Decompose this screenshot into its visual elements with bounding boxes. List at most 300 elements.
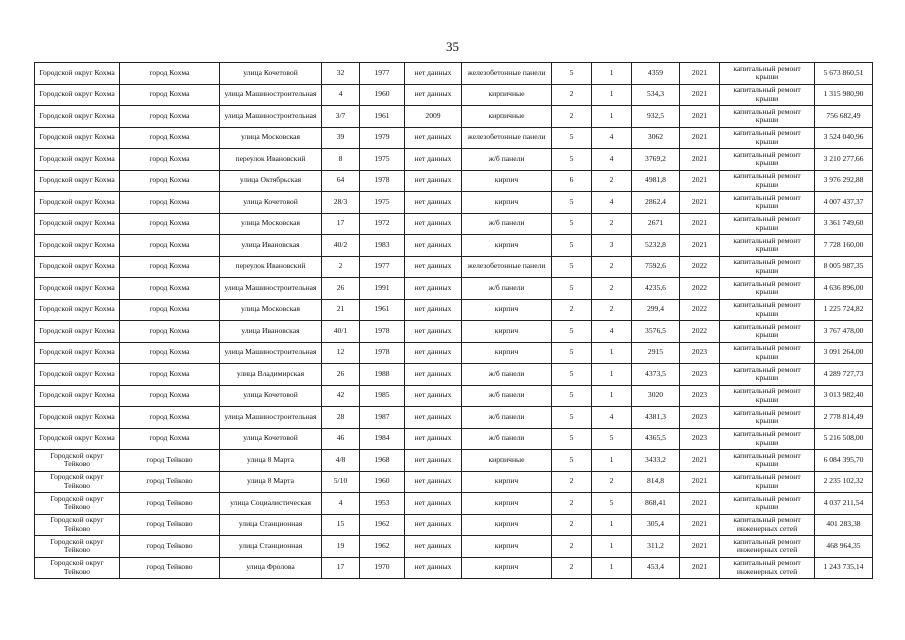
area-cell: 534,3: [632, 84, 680, 106]
cost-cell: 3 361 749,60: [815, 213, 873, 235]
construction-year-cell: 1970: [360, 557, 405, 579]
work-type-cell: капитальный ремонт крыши: [720, 63, 815, 85]
wall-material-cell: ж/б панели: [462, 407, 552, 429]
last-repair-year-cell: нет данных: [405, 213, 462, 235]
house-number-cell: 19: [322, 536, 360, 558]
cost-cell: 1 225 724,82: [815, 299, 873, 321]
entrances-cell: 1: [592, 514, 632, 536]
last-repair-year-cell: 2009: [405, 106, 462, 128]
area-cell: 2862,4: [632, 192, 680, 214]
street-cell: улица Социалистическая: [220, 493, 322, 515]
district-cell: Городской округ Кохма: [35, 407, 120, 429]
table-row: [35, 342, 873, 364]
street-cell: улица Московская: [220, 299, 322, 321]
area-cell: 3769,2: [632, 149, 680, 171]
area-cell: 4359: [632, 63, 680, 85]
house-number-cell: 40/1: [322, 321, 360, 343]
construction-year-cell: 1987: [360, 407, 405, 429]
last-repair-year-cell: нет данных: [405, 450, 462, 472]
table-row: [35, 106, 873, 128]
area-cell: 4373,5: [632, 364, 680, 386]
work-type-cell: капитальный ремонт крыши: [720, 299, 815, 321]
entrances-cell: 4: [592, 407, 632, 429]
cost-cell: 5 216 508,00: [815, 428, 873, 450]
cost-cell: 4 636 896,00: [815, 278, 873, 300]
city-cell: город Тейково: [120, 493, 220, 515]
district-cell: Городской округ Тейково: [35, 450, 120, 472]
construction-year-cell: 1978: [360, 170, 405, 192]
work-type-cell: капитальный ремонт крыши: [720, 385, 815, 407]
street-cell: улица Кочетовой: [220, 192, 322, 214]
work-type-cell: капитальный ремонт крыши: [720, 428, 815, 450]
last-repair-year-cell: нет данных: [405, 63, 462, 85]
area-cell: 2671: [632, 213, 680, 235]
city-cell: город Тейково: [120, 471, 220, 493]
street-cell: улица Машиностроительная: [220, 407, 322, 429]
district-cell: Городской округ Тейково: [35, 493, 120, 515]
cost-cell: 6 084 395,70: [815, 450, 873, 472]
entrances-cell: 1: [592, 342, 632, 364]
wall-material-cell: кирпич: [462, 536, 552, 558]
city-cell: город Кохма: [120, 235, 220, 257]
floors-cell: 2: [552, 514, 592, 536]
construction-year-cell: 1988: [360, 364, 405, 386]
last-repair-year-cell: нет данных: [405, 278, 462, 300]
area-cell: 5232,8: [632, 235, 680, 257]
wall-material-cell: кирпич: [462, 192, 552, 214]
last-repair-year-cell: нет данных: [405, 514, 462, 536]
planned-year-cell: 2023: [680, 428, 720, 450]
area-cell: 3062: [632, 127, 680, 149]
cost-cell: 5 673 860,51: [815, 63, 873, 85]
entrances-cell: 1: [592, 557, 632, 579]
district-cell: Городской округ Тейково: [35, 557, 120, 579]
entrances-cell: 1: [592, 450, 632, 472]
last-repair-year-cell: нет данных: [405, 557, 462, 579]
last-repair-year-cell: нет данных: [405, 299, 462, 321]
area-cell: 4365,5: [632, 428, 680, 450]
last-repair-year-cell: нет данных: [405, 407, 462, 429]
work-type-cell: капитальный ремонт крыши: [720, 321, 815, 343]
work-type-cell: капитальный ремонт инженерных сетей: [720, 514, 815, 536]
work-type-cell: капитальный ремонт инженерных сетей: [720, 536, 815, 558]
planned-year-cell: 2021: [680, 557, 720, 579]
planned-year-cell: 2022: [680, 321, 720, 343]
floors-cell: 5: [552, 407, 592, 429]
wall-material-cell: ж/б панели: [462, 428, 552, 450]
house-number-cell: 46: [322, 428, 360, 450]
work-type-cell: капитальный ремонт крыши: [720, 127, 815, 149]
planned-year-cell: 2021: [680, 471, 720, 493]
street-cell: улица Станционная: [220, 536, 322, 558]
entrances-cell: 4: [592, 149, 632, 171]
floors-cell: 5: [552, 192, 592, 214]
area-cell: 3020: [632, 385, 680, 407]
planned-year-cell: 2023: [680, 342, 720, 364]
area-cell: 814,8: [632, 471, 680, 493]
cost-cell: 3 767 478,00: [815, 321, 873, 343]
house-number-cell: 5/10: [322, 471, 360, 493]
table-row: [35, 514, 873, 536]
entrances-cell: 1: [592, 385, 632, 407]
work-type-cell: капитальный ремонт крыши: [720, 493, 815, 515]
area-cell: 299,4: [632, 299, 680, 321]
work-type-cell: капитальный ремонт крыши: [720, 278, 815, 300]
wall-material-cell: ж/б панели: [462, 278, 552, 300]
planned-year-cell: 2023: [680, 385, 720, 407]
entrances-cell: 4: [592, 127, 632, 149]
street-cell: улица Машиностроительная: [220, 278, 322, 300]
city-cell: город Кохма: [120, 364, 220, 386]
last-repair-year-cell: нет данных: [405, 342, 462, 364]
house-number-cell: 12: [322, 342, 360, 364]
floors-cell: 2: [552, 106, 592, 128]
house-number-cell: 42: [322, 385, 360, 407]
street-cell: улица Станционная: [220, 514, 322, 536]
last-repair-year-cell: нет данных: [405, 256, 462, 278]
construction-year-cell: 1978: [360, 342, 405, 364]
last-repair-year-cell: нет данных: [405, 471, 462, 493]
construction-year-cell: 1960: [360, 84, 405, 106]
entrances-cell: 4: [592, 321, 632, 343]
city-cell: город Кохма: [120, 428, 220, 450]
house-number-cell: 4: [322, 84, 360, 106]
district-cell: Городской округ Тейково: [35, 536, 120, 558]
city-cell: город Кохма: [120, 342, 220, 364]
floors-cell: 5: [552, 428, 592, 450]
table-row: [35, 364, 873, 386]
cost-cell: 4 037 211,54: [815, 493, 873, 515]
house-number-cell: 28: [322, 407, 360, 429]
floors-cell: 2: [552, 493, 592, 515]
last-repair-year-cell: нет данных: [405, 192, 462, 214]
construction-year-cell: 1977: [360, 256, 405, 278]
cost-cell: 1 243 735,14: [815, 557, 873, 579]
entrances-cell: 3: [592, 235, 632, 257]
cost-cell: 3 091 264,00: [815, 342, 873, 364]
work-type-cell: капитальный ремонт крыши: [720, 450, 815, 472]
floors-cell: 5: [552, 149, 592, 171]
floors-cell: 5: [552, 321, 592, 343]
wall-material-cell: кирпичные: [462, 84, 552, 106]
wall-material-cell: кирпич: [462, 321, 552, 343]
house-number-cell: 28/3: [322, 192, 360, 214]
floors-cell: 2: [552, 557, 592, 579]
construction-year-cell: 1962: [360, 514, 405, 536]
city-cell: город Кохма: [120, 127, 220, 149]
city-cell: город Кохма: [120, 213, 220, 235]
area-cell: 305,4: [632, 514, 680, 536]
district-cell: Городской округ Кохма: [35, 299, 120, 321]
entrances-cell: 2: [592, 471, 632, 493]
table-row: [35, 450, 873, 472]
house-number-cell: 32: [322, 63, 360, 85]
wall-material-cell: железобетонные панели: [462, 63, 552, 85]
table-row: [35, 557, 873, 579]
area-cell: 2915: [632, 342, 680, 364]
table-row: [35, 385, 873, 407]
entrances-cell: 2: [592, 256, 632, 278]
district-cell: Городской округ Кохма: [35, 321, 120, 343]
entrances-cell: 1: [592, 106, 632, 128]
area-cell: 4235,6: [632, 278, 680, 300]
cost-cell: 401 283,38: [815, 514, 873, 536]
wall-material-cell: кирпич: [462, 471, 552, 493]
work-type-cell: капитальный ремонт крыши: [720, 149, 815, 171]
work-type-cell: капитальный ремонт инженерных сетей: [720, 557, 815, 579]
house-number-cell: 26: [322, 278, 360, 300]
floors-cell: 2: [552, 471, 592, 493]
house-number-cell: 4/8: [322, 450, 360, 472]
cost-cell: 756 682,49: [815, 106, 873, 128]
table-row: [35, 192, 873, 214]
construction-year-cell: 1961: [360, 299, 405, 321]
district-cell: Городской округ Тейково: [35, 471, 120, 493]
floors-cell: 5: [552, 127, 592, 149]
table-row: [35, 127, 873, 149]
floors-cell: 5: [552, 235, 592, 257]
work-type-cell: капитальный ремонт крыши: [720, 106, 815, 128]
floors-cell: 2: [552, 84, 592, 106]
wall-material-cell: железобетонные панели: [462, 127, 552, 149]
district-cell: Городской округ Кохма: [35, 106, 120, 128]
construction-year-cell: 1962: [360, 536, 405, 558]
table-row: [35, 235, 873, 257]
cost-cell: 3 976 292,88: [815, 170, 873, 192]
last-repair-year-cell: нет данных: [405, 321, 462, 343]
table-row: [35, 321, 873, 343]
table-row: [35, 170, 873, 192]
cost-cell: 4 007 437,37: [815, 192, 873, 214]
cost-cell: 8 005 987,35: [815, 256, 873, 278]
floors-cell: 5: [552, 278, 592, 300]
house-number-cell: 15: [322, 514, 360, 536]
construction-year-cell: 1960: [360, 471, 405, 493]
city-cell: город Кохма: [120, 63, 220, 85]
planned-year-cell: 2023: [680, 364, 720, 386]
wall-material-cell: кирпич: [462, 342, 552, 364]
street-cell: улица 8 Марта: [220, 450, 322, 472]
floors-cell: 5: [552, 385, 592, 407]
work-type-cell: капитальный ремонт крыши: [720, 192, 815, 214]
planned-year-cell: 2023: [680, 407, 720, 429]
house-number-cell: 4: [322, 493, 360, 515]
area-cell: 3433,2: [632, 450, 680, 472]
housing-registry-table: [34, 62, 873, 579]
wall-material-cell: кирпич: [462, 514, 552, 536]
wall-material-cell: кирпич: [462, 170, 552, 192]
entrances-cell: 1: [592, 536, 632, 558]
house-number-cell: 17: [322, 557, 360, 579]
planned-year-cell: 2022: [680, 256, 720, 278]
floors-cell: 5: [552, 342, 592, 364]
house-number-cell: 8: [322, 149, 360, 171]
area-cell: 311,2: [632, 536, 680, 558]
table-row: [35, 256, 873, 278]
construction-year-cell: 1953: [360, 493, 405, 515]
entrances-cell: 5: [592, 493, 632, 515]
street-cell: улица Машиностроительная: [220, 342, 322, 364]
table-row: [35, 84, 873, 106]
planned-year-cell: 2021: [680, 127, 720, 149]
street-cell: улица Машиностроительная: [220, 84, 322, 106]
house-number-cell: 64: [322, 170, 360, 192]
wall-material-cell: кирпич: [462, 299, 552, 321]
district-cell: Городской округ Тейково: [35, 514, 120, 536]
city-cell: город Кохма: [120, 84, 220, 106]
district-cell: Городской округ Кохма: [35, 278, 120, 300]
floors-cell: 5: [552, 63, 592, 85]
city-cell: город Тейково: [120, 514, 220, 536]
last-repair-year-cell: нет данных: [405, 536, 462, 558]
construction-year-cell: 1979: [360, 127, 405, 149]
construction-year-cell: 1977: [360, 63, 405, 85]
table-row: [35, 428, 873, 450]
district-cell: Городской округ Кохма: [35, 256, 120, 278]
floors-cell: 5: [552, 213, 592, 235]
construction-year-cell: 1984: [360, 428, 405, 450]
house-number-cell: 21: [322, 299, 360, 321]
floors-cell: 2: [552, 299, 592, 321]
entrances-cell: 1: [592, 63, 632, 85]
work-type-cell: капитальный ремонт крыши: [720, 170, 815, 192]
cost-cell: 2 235 102,32: [815, 471, 873, 493]
floors-cell: 5: [552, 364, 592, 386]
cost-cell: 4 289 727,73: [815, 364, 873, 386]
floors-cell: 2: [552, 536, 592, 558]
table-row: [35, 493, 873, 515]
planned-year-cell: 2021: [680, 235, 720, 257]
house-number-cell: 3/7: [322, 106, 360, 128]
page-number: 35: [446, 39, 459, 54]
district-cell: Городской округ Кохма: [35, 235, 120, 257]
planned-year-cell: 2021: [680, 63, 720, 85]
floors-cell: 6: [552, 170, 592, 192]
planned-year-cell: 2021: [680, 84, 720, 106]
construction-year-cell: 1983: [360, 235, 405, 257]
last-repair-year-cell: нет данных: [405, 127, 462, 149]
wall-material-cell: ж/б панели: [462, 364, 552, 386]
street-cell: улица Кочетовой: [220, 63, 322, 85]
district-cell: Городской округ Кохма: [35, 428, 120, 450]
table-row: [35, 299, 873, 321]
street-cell: переулок Ивановский: [220, 149, 322, 171]
wall-material-cell: кирпичные: [462, 106, 552, 128]
wall-material-cell: кирпич: [462, 235, 552, 257]
last-repair-year-cell: нет данных: [405, 149, 462, 171]
planned-year-cell: 2021: [680, 170, 720, 192]
work-type-cell: капитальный ремонт крыши: [720, 256, 815, 278]
area-cell: 4981,8: [632, 170, 680, 192]
last-repair-year-cell: нет данных: [405, 428, 462, 450]
city-cell: город Тейково: [120, 536, 220, 558]
wall-material-cell: ж/б панели: [462, 213, 552, 235]
city-cell: город Тейково: [120, 557, 220, 579]
area-cell: 7592,6: [632, 256, 680, 278]
planned-year-cell: 2021: [680, 450, 720, 472]
work-type-cell: капитальный ремонт крыши: [720, 213, 815, 235]
street-cell: улица Машиностроительная: [220, 106, 322, 128]
planned-year-cell: 2021: [680, 514, 720, 536]
street-cell: улица Кочетовой: [220, 428, 322, 450]
city-cell: город Кохма: [120, 192, 220, 214]
cost-cell: 3 013 982,40: [815, 385, 873, 407]
last-repair-year-cell: нет данных: [405, 84, 462, 106]
table-row: [35, 63, 873, 85]
entrances-cell: 2: [592, 299, 632, 321]
city-cell: город Кохма: [120, 321, 220, 343]
planned-year-cell: 2021: [680, 149, 720, 171]
street-cell: улица Московская: [220, 213, 322, 235]
construction-year-cell: 1968: [360, 450, 405, 472]
area-cell: 3576,5: [632, 321, 680, 343]
street-cell: улица Ивановская: [220, 235, 322, 257]
last-repair-year-cell: нет данных: [405, 235, 462, 257]
district-cell: Городской округ Кохма: [35, 385, 120, 407]
construction-year-cell: 1991: [360, 278, 405, 300]
entrances-cell: 1: [592, 84, 632, 106]
wall-material-cell: кирпич: [462, 557, 552, 579]
construction-year-cell: 1978: [360, 321, 405, 343]
entrances-cell: 5: [592, 428, 632, 450]
table-row: [35, 471, 873, 493]
last-repair-year-cell: нет данных: [405, 170, 462, 192]
city-cell: город Кохма: [120, 149, 220, 171]
house-number-cell: 17: [322, 213, 360, 235]
last-repair-year-cell: нет данных: [405, 364, 462, 386]
entrances-cell: 2: [592, 170, 632, 192]
district-cell: Городской округ Кохма: [35, 364, 120, 386]
district-cell: Городской округ Кохма: [35, 149, 120, 171]
table-row: [35, 213, 873, 235]
cost-cell: 1 315 980,90: [815, 84, 873, 106]
street-cell: улица Московская: [220, 127, 322, 149]
cost-cell: 2 778 814,49: [815, 407, 873, 429]
district-cell: Городской округ Кохма: [35, 192, 120, 214]
work-type-cell: капитальный ремонт крыши: [720, 407, 815, 429]
work-type-cell: капитальный ремонт крыши: [720, 84, 815, 106]
construction-year-cell: 1975: [360, 192, 405, 214]
house-number-cell: 26: [322, 364, 360, 386]
house-number-cell: 2: [322, 256, 360, 278]
planned-year-cell: 2021: [680, 192, 720, 214]
entrances-cell: 4: [592, 192, 632, 214]
district-cell: Городской округ Кохма: [35, 127, 120, 149]
house-number-cell: 39: [322, 127, 360, 149]
city-cell: город Кохма: [120, 299, 220, 321]
planned-year-cell: 2021: [680, 213, 720, 235]
cost-cell: 7 728 160,00: [815, 235, 873, 257]
construction-year-cell: 1972: [360, 213, 405, 235]
street-cell: улица Владимирская: [220, 364, 322, 386]
city-cell: город Кохма: [120, 278, 220, 300]
area-cell: 868,41: [632, 493, 680, 515]
street-cell: улица Ивановская: [220, 321, 322, 343]
street-cell: улица Октябрьская: [220, 170, 322, 192]
table-row: [35, 536, 873, 558]
area-cell: 453,4: [632, 557, 680, 579]
wall-material-cell: железобетонные панели: [462, 256, 552, 278]
work-type-cell: капитальный ремонт крыши: [720, 471, 815, 493]
area-cell: 932,5: [632, 106, 680, 128]
last-repair-year-cell: нет данных: [405, 493, 462, 515]
district-cell: Городской округ Кохма: [35, 342, 120, 364]
floors-cell: 5: [552, 256, 592, 278]
entrances-cell: 1: [592, 364, 632, 386]
district-cell: Городской округ Кохма: [35, 170, 120, 192]
city-cell: город Кохма: [120, 106, 220, 128]
house-number-cell: 40/2: [322, 235, 360, 257]
